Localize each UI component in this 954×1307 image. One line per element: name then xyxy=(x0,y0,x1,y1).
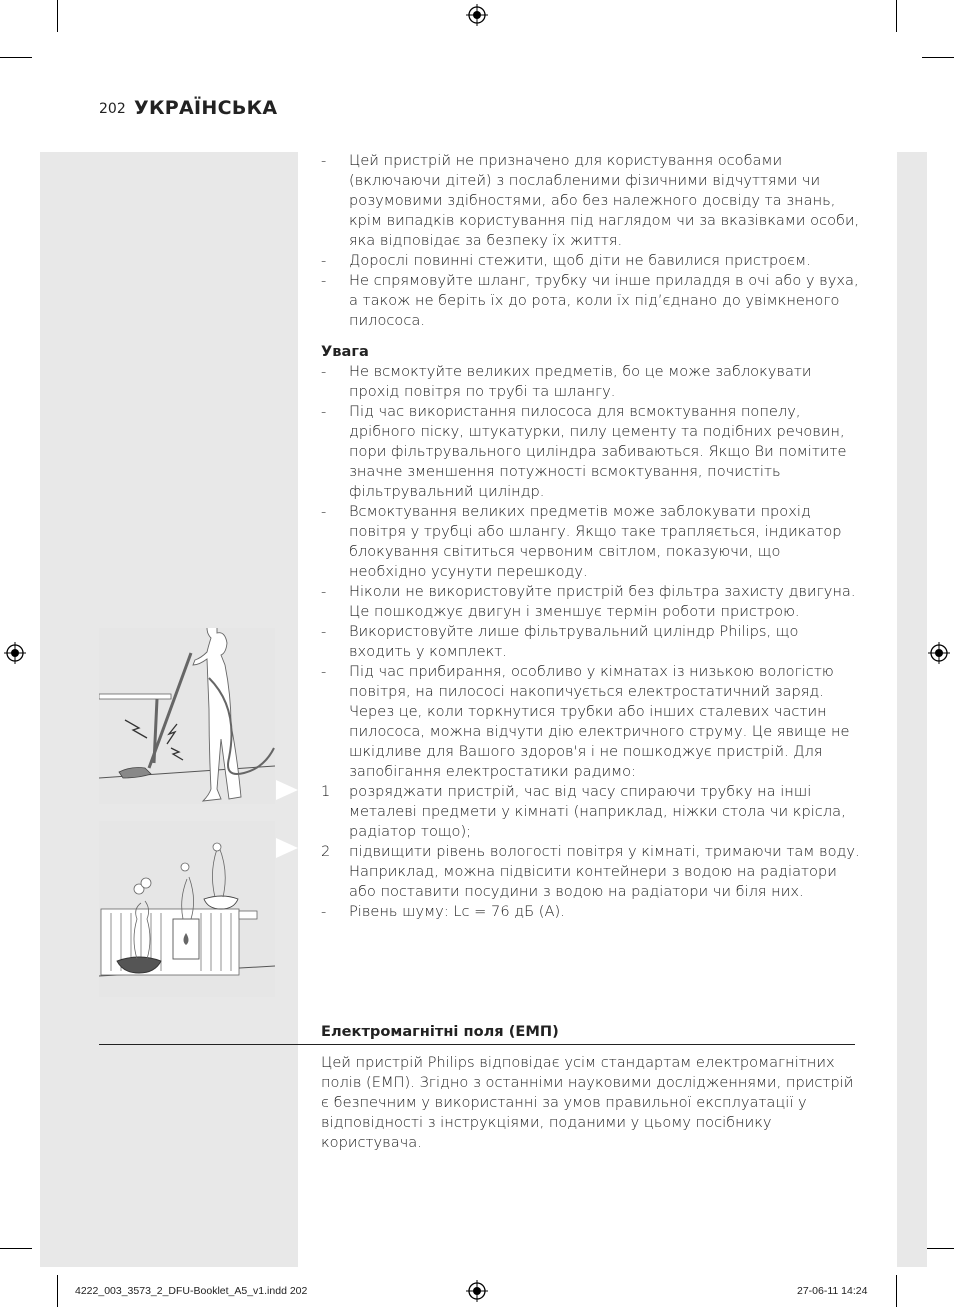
list-item xyxy=(321,782,861,842)
crop-mark xyxy=(0,57,32,58)
list-item xyxy=(321,842,861,902)
figure-pointer-icon xyxy=(276,838,298,858)
list-item-text: Не спрямовуйте шланг, трубку чи інше приладдя в очі або у вуха, а також не беріть їх до рота, коли їх під’єднано до увімкненого пилососа. xyxy=(349,272,859,329)
crop-mark xyxy=(896,0,897,32)
list-item xyxy=(321,502,861,582)
list-marker: - xyxy=(321,363,327,380)
crop-mark xyxy=(922,57,954,58)
caution-list xyxy=(321,362,861,922)
list-item-text: Всмоктування великих предметів може заблокувати прохід повітря у трубці або шлангу. Якщо таке трапляється, індикатор блокування світиться червоним світлом, показуючи, що необхідно усунути перешкоду. xyxy=(349,503,842,580)
list-item-text: Дорослі повинні стежити, щоб діти не бавилися пристроєм. xyxy=(349,252,811,269)
registration-mark-icon xyxy=(928,642,950,664)
list-marker: - xyxy=(321,272,327,289)
page-number: 202 xyxy=(99,101,126,117)
list-item-text: розряджати пристрій, час від часу спираючи трубку на інші металеві предмети у кімнаті (наприклад, ніжки стола чи крісла, радіатор тощо); xyxy=(349,783,846,840)
list-item-text: Використовуйте лише фільтрувальний циліндр Philips, що входить у комплект. xyxy=(349,623,799,660)
list-item xyxy=(321,251,861,271)
right-margin-panel xyxy=(897,152,927,1267)
list-item-text: Під час прибирання, особливо у кімнатах із низькою вологістю повітря, на пилососі накопичується електростатичний заряд. Через це, коли торкнутися трубки або інших сталевих частин пилососа, можна відчути дію електричного струму. Це явище не шкідливе для Вашого здоров'я і не пошкоджує пристрій. Для запобігання електростатики радимо: xyxy=(349,663,850,780)
list-marker: - xyxy=(321,663,327,680)
page-language-title: УКРАЇНСЬКА xyxy=(134,97,278,119)
crop-mark xyxy=(57,0,58,32)
list-marker: 2 xyxy=(321,843,331,860)
registration-mark-icon xyxy=(466,1280,488,1302)
list-marker: - xyxy=(321,503,327,520)
list-item-text: Не всмоктуйте великих предметів, бо це може заблокувати прохід повітря по трубі та шлангу. xyxy=(349,363,812,400)
caution-heading: Увага xyxy=(321,343,369,360)
list-item xyxy=(321,271,861,331)
list-item-text: Рівень шуму: Lc = 76 дБ (A). xyxy=(349,903,565,920)
illustration-radiator-humidity xyxy=(99,821,275,997)
crop-mark xyxy=(57,1275,58,1307)
list-marker: - xyxy=(321,152,327,169)
safety-list xyxy=(321,151,861,331)
list-item-text: Під час використання пилососа для всмоктування попелу, дрібного піску, штукатурки, пилу цементу та подібних речовин, пори фільтрувального циліндра забиваються. Якщо Ви помітите значне зменшення потужності всмоктування, почистіть фільтрувальний циліндр. xyxy=(349,403,847,500)
list-item xyxy=(321,402,861,502)
registration-mark-icon xyxy=(466,4,488,26)
list-item xyxy=(321,902,861,922)
illustration-vacuum-static xyxy=(99,628,275,804)
list-item-text: підвищити рівень вологості повітря у кімнаті, тримаючи там воду. Наприклад, можна підвісити контейнери з водою на радіатори або поставити посудини з водою на радіатори чи біля них. xyxy=(349,843,860,900)
emf-heading: Електромагнітні поля (ЕМП) xyxy=(321,1023,559,1040)
list-marker: - xyxy=(321,252,327,269)
crop-mark xyxy=(0,1248,32,1249)
list-item xyxy=(321,151,861,251)
list-marker: - xyxy=(321,583,327,600)
list-item xyxy=(321,662,861,782)
list-marker: 1 xyxy=(321,783,331,800)
list-marker: - xyxy=(321,623,327,640)
list-item xyxy=(321,582,861,622)
list-item xyxy=(321,622,861,662)
caution-section xyxy=(321,342,861,922)
footer-date-time: 27-06-11 14:24 xyxy=(797,1285,868,1297)
list-item-text: Цей пристрій не призначено для користування особами (включаючи дітей) з послабленими фізичними відчуттями чи розумовими здібностями, або без належного досвіду та знань, крім випадків користування під наглядом чи за вказівками особи, яка відповідає за безпеку їх життя. xyxy=(349,152,860,249)
list-item-text: Ніколи не використовуйте пристрій без фільтра захисту двигуна. Це пошкоджує двигун і зменшує термін роботи пристрою. xyxy=(349,583,856,620)
emf-body: Цей пристрій Philips відповідає усім стандартам електромагнітних полів (ЕМП). Згідно з останніми науковими дослідженнями, пристрій є безпечним у використанні за умов правильної експлуатації у відповідності з інструкціями, поданими у цьому посібнику користувача. xyxy=(321,1054,854,1151)
section-divider xyxy=(99,1044,855,1045)
footer-file-info: 4222_003_3573_2_DFU-Booklet_A5_v1.indd 202 xyxy=(75,1285,308,1297)
list-item xyxy=(321,362,861,402)
figure-pointer-icon xyxy=(276,780,298,800)
list-marker: - xyxy=(321,403,327,420)
list-marker: - xyxy=(321,903,327,920)
crop-mark xyxy=(896,1275,897,1307)
registration-mark-icon xyxy=(4,642,26,664)
